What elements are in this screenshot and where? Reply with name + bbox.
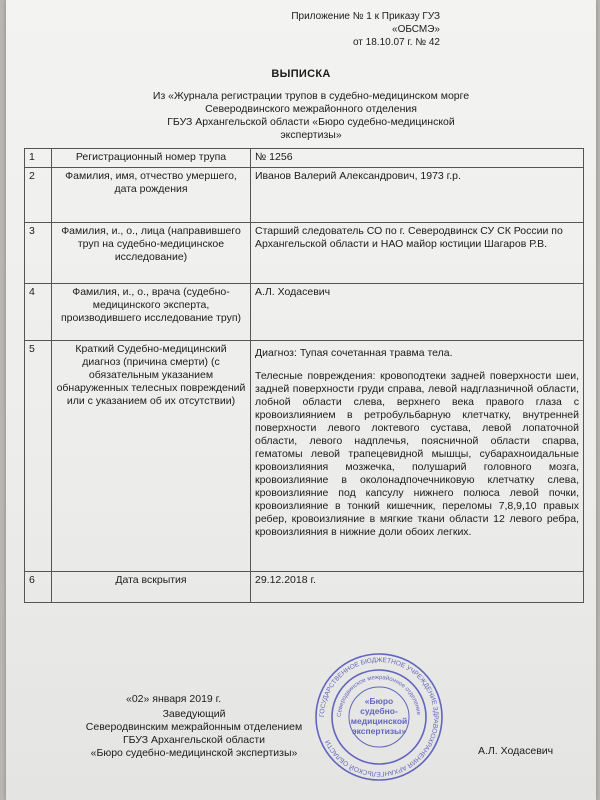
row-value: Старший следователь СО по г. Северодвинск СУ СК России по Архангельской области и НАО майор юстиции Шагаров Р.В.: [251, 223, 584, 284]
row-value: № 1256: [251, 149, 584, 168]
signature-name: А.Л. Ходасевич: [478, 745, 554, 757]
stamp-dept-text: Северодвинское межрайонное отделение: [336, 674, 421, 718]
signature-bureau: «Бюро судебно-медицинской экспертизы»: [90, 747, 298, 759]
table-row: [25, 284, 584, 341]
svg-text:медицинской: медицинской: [350, 716, 408, 726]
appendix-line1: Приложение № 1 к Приказу ГУЗ «ОБСМЭ»: [291, 11, 440, 35]
signature-date: «02» января 2019 г.: [126, 693, 222, 705]
row-value: А.Л. Ходасевич: [251, 284, 584, 341]
appendix-header: [244, 10, 440, 49]
row-number: 5: [25, 341, 52, 572]
row-label: Дата вскрытия: [52, 572, 251, 603]
signature-department: Северодвинским межрайонным отделением: [85, 721, 303, 733]
row-number: 6: [25, 572, 52, 603]
row-label: Фамилия, имя, отчество умершего, дата рождения: [52, 168, 251, 223]
svg-text:экспертизы»: экспертизы»: [351, 726, 407, 736]
injuries-text: Телесные повреждения: кровоподтеки задней поверхности шеи, задней поверхности груди справа, левой надглазничной области, лобной области слева, верхнего века правого глаза с кровоизлиянием в ретробульбарную клетчатку, внутренней поверхности левого локтевого сустава, левой лопаточной области, левого надплечья, поясничной области спарва, гематомы левой трапецевидной мышцы, субарахноидальные кровоизлияния мозжечка, полушарий головного мозга, кровоизлияние в околонадпочечниковую клетчатку слева, кровоизлияние под капсулу нижнего полюса левой почки, кровоизлияние в тонкий кишечник, переломы 7,8,9,10 правых ребер, кровоизлияние в мягкие ткани области 12 левого ребра, кровоизлияния в нижние доли обоих легких.: [255, 370, 579, 538]
subtitle-line1: Из «Журнала регистрации трупов в судебно-медицинском морге: [152, 90, 470, 102]
table-row: [25, 572, 584, 603]
row-number: 3: [25, 223, 52, 284]
row-label: Фамилия, и., о., лица (направившего труп на судебно-медицинское исследование): [52, 223, 251, 284]
signature-position: Заведующий: [162, 708, 226, 720]
row-number: 1: [25, 149, 52, 168]
signature-institution: ГБУЗ Архангельской области: [122, 734, 266, 746]
register-table: [24, 148, 584, 603]
table-row: [25, 168, 584, 223]
appendix-line2: от 18.10.07 г. № 42: [352, 37, 440, 48]
row-value: 29.12.2018 г.: [251, 572, 584, 603]
row-value: [251, 341, 584, 572]
table-row: [25, 149, 584, 168]
table-row: [25, 341, 584, 572]
document-subtitle: [146, 90, 476, 142]
row-number: 4: [25, 284, 52, 341]
subtitle-line3: ГБУЗ Архангельской области «Бюро судебно-медицинской экспертизы»: [167, 116, 455, 141]
stamp-center-text: [351, 696, 408, 736]
document-page: [6, 0, 596, 800]
row-label: Регистрационный номер трупа: [52, 149, 251, 168]
official-stamp: [312, 650, 446, 784]
row-label: Краткий Судебно-медицинский диагноз (причина смерти) (с обязательным указанием обнаруженных телесных повреждений или с указанием об их отсутствии): [52, 341, 251, 572]
svg-text:судебно-: судебно-: [360, 706, 398, 716]
subtitle-line2: Северодвинского межрайонного отделения: [205, 103, 417, 115]
table-row: [25, 223, 584, 284]
diagnosis-text: Диагноз: Тупая сочетанная травма тела.: [255, 347, 453, 359]
signature-block: [64, 708, 324, 760]
row-number: 2: [25, 168, 52, 223]
document-title: ВЫПИСКА: [271, 68, 331, 80]
row-label: Фамилия, и., о., врача (судебно-медицинского эксперта, производившего исследование труп): [52, 284, 251, 341]
svg-text:«Бюро: «Бюро: [364, 696, 394, 706]
row-value: Иванов Валерий Александрович, 1973 г.р.: [251, 168, 584, 223]
stamp-ring-text: ГОСУДАРСТВЕННОЕ БЮДЖЕТНОЕ УЧРЕЖДЕНИЕ ЗДРАВООХРАНЕНИЯ АРХАНГЕЛЬСКОЙ ОБЛАСТИ: [318, 656, 440, 778]
